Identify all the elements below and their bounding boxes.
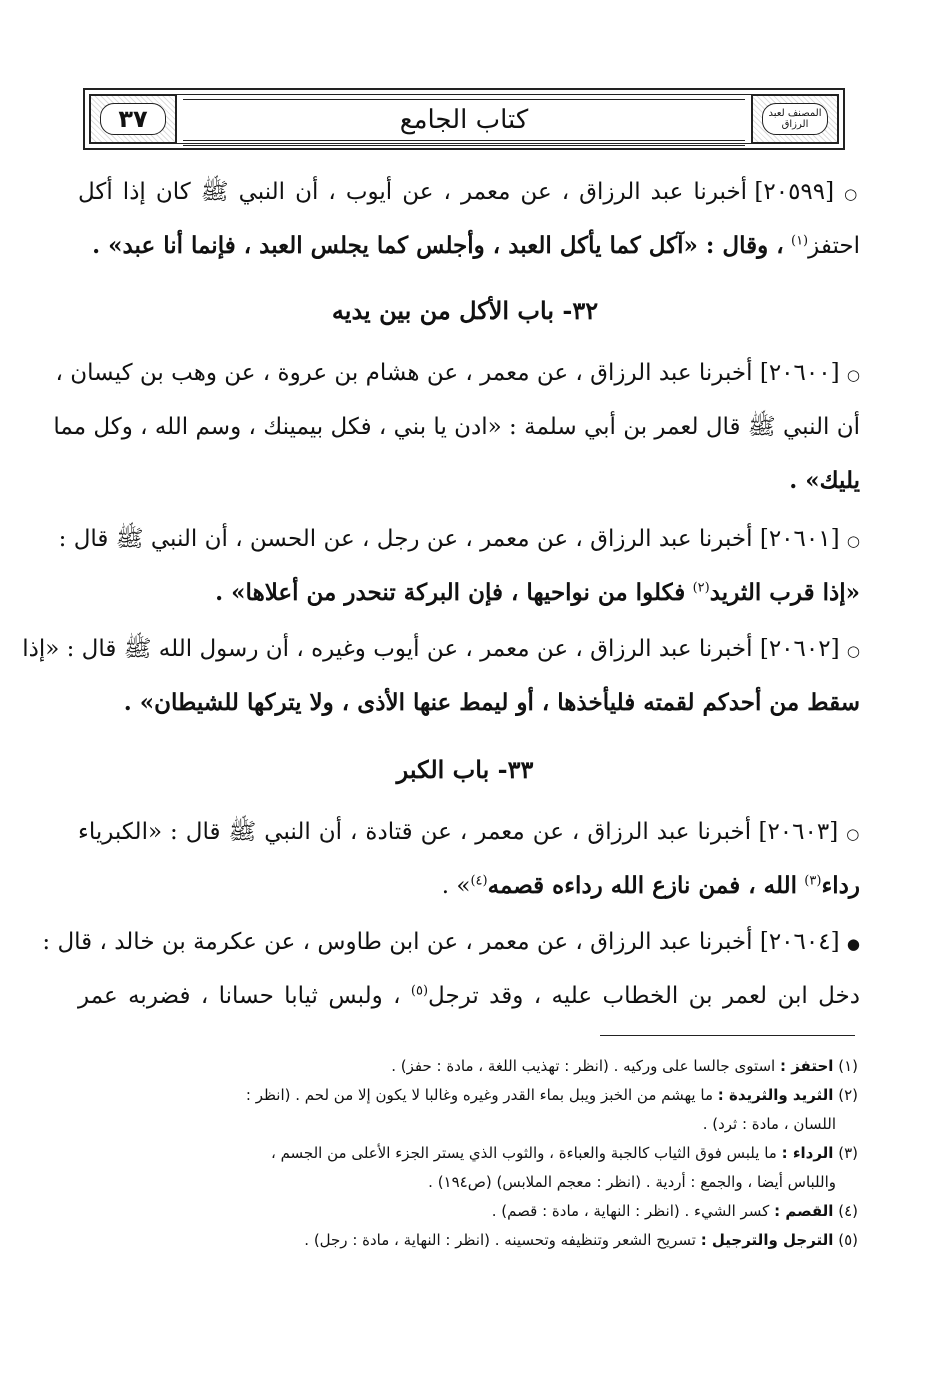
hadith-line: «إذا قرب الثريد$^{(٢)}$ فكلوا من نواحيها ، فإن البركة تنحدر من أعلاها» . — [215, 579, 860, 606]
footnote-5: (٥) الترجل والترجيل : تسريح الشعر وتنظيفه وتحسينه . (انظر : النهاية ، مادة : رجل) . — [304, 1231, 858, 1249]
hadith-line: ○ [٢٠٦٠٢] أخبرنا عبد الرزاق ، عن معمر ، عن أيوب وغيره ، أن رسول الله ﷺ قال : «إذا — [22, 636, 860, 662]
hadith-marker: ○ — [846, 366, 860, 384]
hadith-20603 — [78, 805, 860, 913]
hadith-line: ○ [٢٠٥٩٩] أخبرنا عبد الرزاق ، عن معمر ، عن أيوب ، أن النبي ﷺ كان إذا أكل — [78, 179, 860, 205]
footnote-3: (٣) الرداء : ما يلبس فوق الثياب كالجبة والعباءة ، والثوب الذي يستر الجزء الأعلى من الجسم ، واللباس أيضا ، والجمع : أردية . (انظر : معجم الملابس) (ص١٩٤) . — [270, 1144, 858, 1191]
hadith-line: دخل ابن لعمر بن الخطاب عليه ، وقد ترجل$^{(٥)}$ ، ولبس ثيابا حسانا ، فضربه عمر — [78, 983, 861, 1009]
hadith-marker: ● — [846, 935, 860, 953]
series-logo: المصنف لعبد الرزاق — [768, 108, 822, 130]
hadith-marker: ○ — [846, 532, 860, 550]
hadith-line: ● [٢٠٦٠٤] أخبرنا عبد الرزاق ، عن معمر ، عن ابن طاوس ، عن عكرمة بن خالد ، قال : — [42, 929, 860, 955]
hadith-line: سقط من أحدكم لقمته فليأخذها ، أو ليمط عنها الأذى ، ولا يتركها للشيطان» . — [123, 689, 860, 716]
footnote-ref: (٢) — [692, 580, 710, 596]
book-title: كتاب الجامع — [399, 105, 529, 135]
hadith-line: يليك» . — [789, 467, 860, 494]
hadith-line: ○ [٢٠٦٠٣] أخبرنا عبد الرزاق ، عن معمر ، عن قتادة ، أن النبي ﷺ قال : «الكبرياء — [78, 819, 860, 845]
hadith-line: ○ [٢٠٦٠٠] أخبرنا عبد الرزاق ، عن معمر ، عن هشام بن عروة ، عن وهب بن كيسان ، — [55, 360, 860, 386]
hadith-line: رداء$^{(٣)}$ الله ، فمن نازع الله رداءه قصمه$^{(٤)}$» . — [441, 872, 860, 899]
page-header — [83, 88, 845, 150]
footnote-ref: (٤) — [470, 873, 488, 889]
footnote-ref: (٣) — [804, 873, 822, 889]
footnote-rule — [600, 1035, 855, 1036]
hadith-20604 — [42, 915, 861, 1023]
footnote-ref: (١) — [790, 233, 809, 249]
hadith-marker: ○ — [846, 642, 860, 660]
footnote-1: (١) احتفز : استوى جالسا على وركيه . (انظر : تهذيب اللغة ، مادة : حفز) . — [391, 1057, 858, 1075]
footnotes — [78, 1052, 858, 1255]
hadith-20601 — [58, 512, 860, 620]
footnote-4: (٤) القصم : كسر الشيء . (انظر : النهاية ، مادة : قصم) . — [491, 1202, 858, 1220]
page-number: ٣٧ — [118, 105, 148, 133]
footnote-ref: (٥) — [410, 983, 429, 999]
hadith-20602 — [22, 622, 860, 730]
chapter-heading: ٣٣- باب الكبر — [396, 755, 534, 784]
hadith-line: أن النبي ﷺ قال لعمر بن أبي سلمة : «ادن يا بني ، فكل بيمينك ، وسم الله ، وكل مما — [53, 414, 860, 440]
footnote-2: (٢) الثريد والثريدة : ما يهشم من الخبز ويبل بماء القدر وغيره وغالبا لا يكون إلا من لحم . (انظر : اللسان ، مادة : ثرد) . — [245, 1086, 858, 1133]
page-number-box — [89, 94, 177, 144]
chapter-heading: ٣٢- باب الأكل من بين يديه — [331, 296, 599, 325]
hadith-line: احتفز$^{(١)}$ ، وقال : «آكل كما يأكل العبد ، وأجلس كما يجلس العبد ، فإنما أنا عبد» . — [92, 232, 860, 259]
hadith-20600 — [53, 346, 860, 508]
hadith-marker: ○ — [846, 825, 860, 843]
hadith-20599 — [78, 165, 860, 273]
hadith-line: ○ [٢٠٦٠١] أخبرنا عبد الرزاق ، عن معمر ، عن رجل ، عن الحسن ، أن النبي ﷺ قال : — [58, 526, 860, 552]
series-logo-box — [751, 94, 839, 144]
header-title-band — [183, 94, 745, 146]
hadith-marker: ○ — [844, 185, 860, 203]
